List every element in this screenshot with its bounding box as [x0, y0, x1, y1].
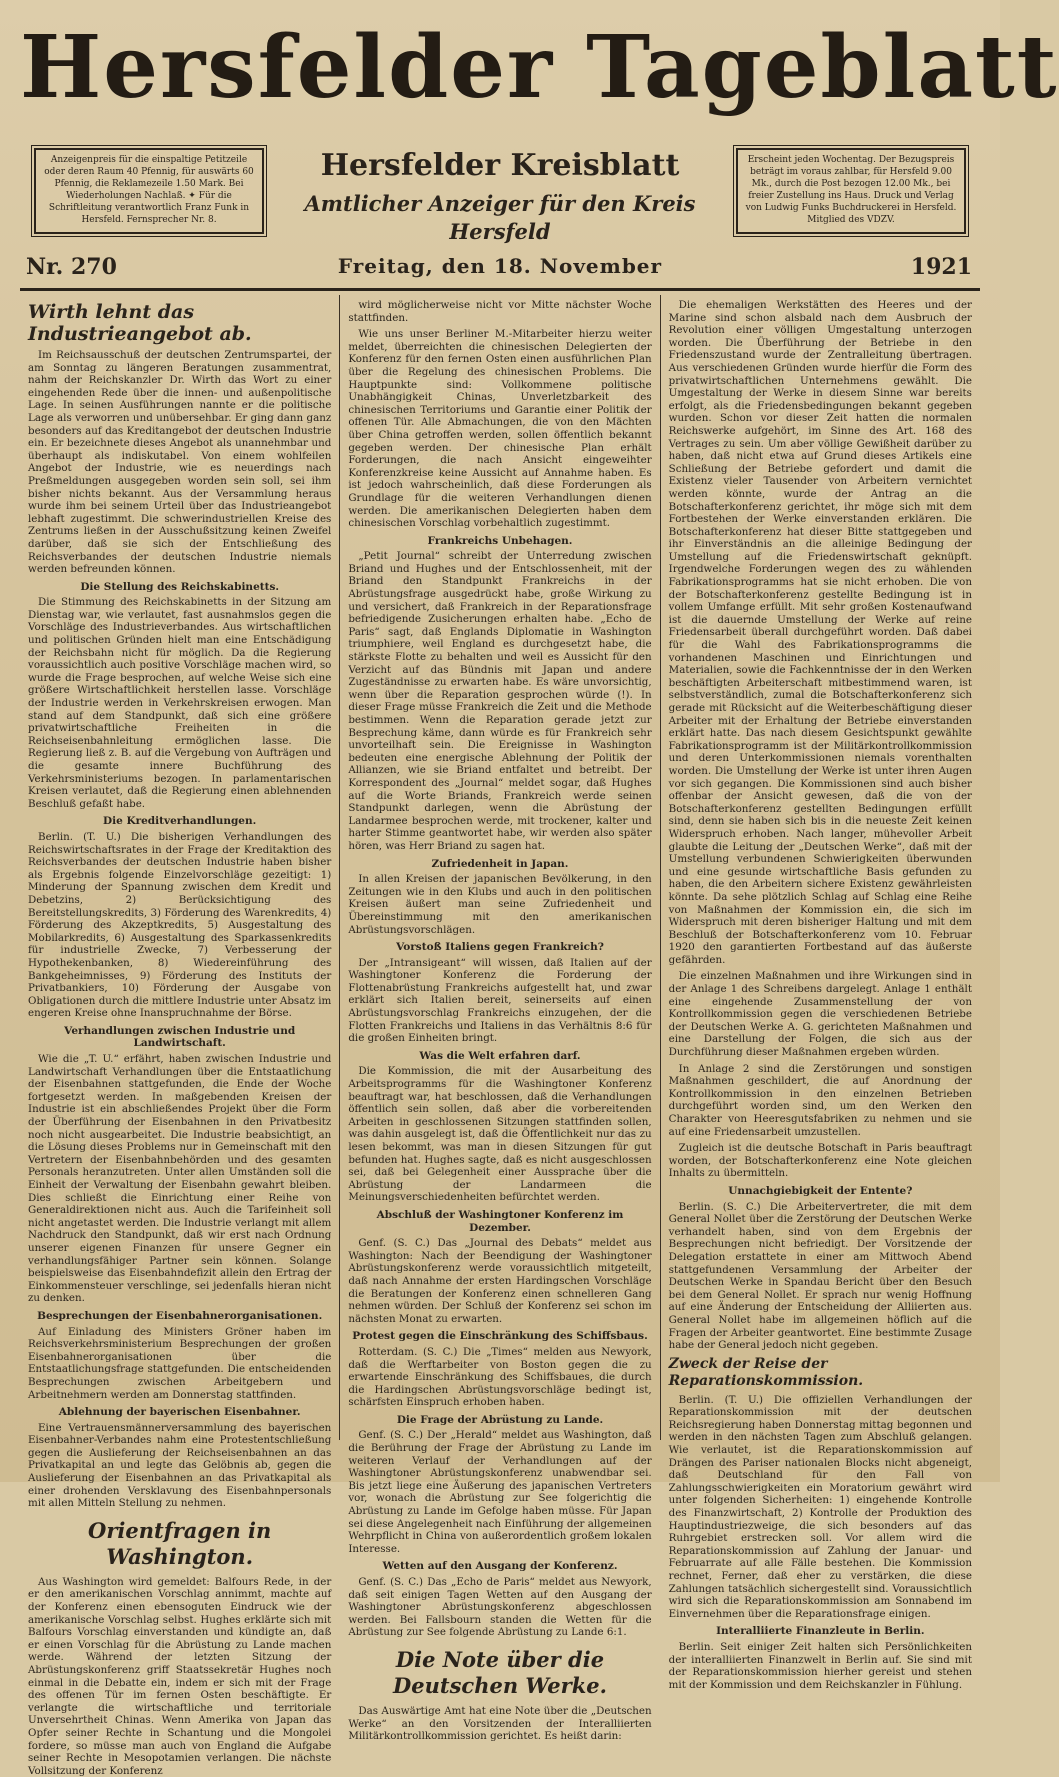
- paragraph: Genf. (S. C.) Der „Herald“ meldet aus Washington, daß die Berührung der Frage der Abrüstung zu Lande im weiteren Verlauf der Verhandlungen auf der Washingtoner Abrüstungskonferenz unabwendbar sei. Bis jetzt liege eine Äußerung des japanischen Vertreters vor, wonach die Abrüstung zur See folgerichtig die Abrüstung zu Lande im Gefolge haben müsse. Für Japan sei diese Angelegenheit nach Einführung der allgemeinen Wehrpflicht in China von außerordentlich großem lokalen Interesse.: [348, 1429, 652, 1555]
- paragraph: Die Kommission, die mit der Ausarbeitung des Arbeitsprogramms für die Washingtoner Konferenz beauftragt war, hat beschlossen, daß die Verhandlungen öffentlich sein sollen, daß aber die vorbereitenden Arbeiten in geschlossenen Sitzungen stattfinden sollen, was dahin ausgelegt ist, daß die Öffentlichkeit nur das zu lesen bekommt, was man in diesen Sitzungen für gut befunden hat. Hughes sagte, daß es nicht ausgeschlossen sei, daß bei Gelegenheit einer Aussprache über die Abrüstung der Landarmeen die Meinungsverschiedenheiten befürchtet werden.: [348, 1065, 652, 1204]
- subscription-info-box: Erscheint jeden Wochentag. Der Bezugspreis beträgt im voraus zahlbar, für Hersfeld 9.00 Mk., durch die Post bezogen 12.00 Mk., bei freier Zustellung ins Haus. Druck und Verlag von Ludwig Funks Buchdruckerei in Hersfeld. Mitglied des VDZV.: [736, 148, 966, 234]
- headline-orientfragen: Orientfragen in Washington.: [88, 1517, 272, 1569]
- paragraph: Berlin. (T. U.) Die offiziellen Verhandlungen der Reparationskommission mit der deutschen Reichsregierung haben Donnerstag mittag begonnen und werden in den nächsten Tagen zum Abschluß gelangen. Wie verlautet, ist die Reparationskommission auf Drängen des Pariser nationalen Blocks nicht abgeneigt, daß Deutschland für den Fall von Zahlungsschwierigkeiten ein Moratorium gewährt wird unter folgenden Sicherheiten: 1) eingehende Kontrolle des Finanzwirtschaft, 2) Kontrolle der Produktion des Hauptindustriezweige, die sich besonders auf das Ruhrgebiet erstrecken soll. Vor allem wird die Reparationskommission auf Zahlung der Januar- und Februarrate auf alle Fälle bestehen. Die Kommission rechnet, Ferner, daß eher zu verstärken, die diese Zahlungen tatsächlich sichergestellt sind. Voraussichtlich wird sich die Reparationskommission am Sonnabend im Einvernehmen über die Reparationsfrage einigen.: [668, 1393, 972, 1620]
- subheading: Verhandlungen zwischen Industrie und Landwirtschaft.: [64, 1024, 296, 1050]
- headline-deutsche-werke: Die Note über die Deutschen Werke.: [393, 1646, 607, 1698]
- paragraph: Die ehemaligen Werkstätten des Heeres und der Marine sind schon alsbald nach dem Ausbruch der Revolution einer völligen Umgestaltung unterzogen worden. Die Überführung der Betriebe in den Friedenszustand wurde der Zentralleitung übertragen. Aus verschiedenen Gründen wurde hierfür die Form des privatwirtschaftlichen Unternehmens gewählt. Die Umgestaltung der Werke in diesem Sinne war bereits erfolgt, als die Friedensbedingungen bekannt gegeben wurden. Schon vor dieser Zeit hatten die normalen Reichswerke aufgehört, im Sinne des Art. 168 des Vertrages zu sein. Um aber völlige Gewißheit darüber zu haben, daß nicht etwa auf Grund dieses Artikels eine Schließung der Betriebe gefordert und damit die Existenz vieler Tausender von Arbeitern vernichtet werden könnte, wurde der Antrag an die Botschafterkonferenz gerichtet, ihr möge sich mit dem Fortbestehen der Werke einverstanden erklären. Die Botschafterkonferenz hat dieser Bitte stattgegeben und ihr Einverständnis an die alleinige Bedingung der Umstellung auf die Friedenswirtschaft geknüpft. Irgendwelche Forderungen wegen des zu wählenden Fabrikationsprogramms hat sie nicht erhoben. Die von der Botschafterkonferenz gestellte Bedingung ist in vollem Umfange erfüllt. Mit sehr großen Kostenaufwand ist die dauernde Umstellung der Werke auf reine Friedensarbeit überall durchgeführt worden. Daß dabei für die Wahl des Fabrikationsprogramms die vorhandenen Maschinen und Einrichtungen und Materialien, sowie die Fachkenntnisse der in den Werken beschäftigten Arbeiterschaft mitbestimmend waren, ist selbstverständlich, zumal die Botschafterkonferenz sich gerade mit Rücksicht auf die Weiterbeschäftigung dieser Arbeiter mit der Erhaltung der Betriebe einverstanden erklärt hatte. Das nach diesem Gesichtspunkt gewählte Fabrikationsprogramm ist der Militärkontrollkommission und deren Unterkommissionen niemals vorenthalten worden. Die Umstellung der Werke ist unter ihren Augen vor sich gegangen. Die Kommissionen sind auch bisher offenbar der Ansicht gewesen, daß die von der Botschafterkonferenz gestellten Bedingungen erfüllt sind, denn sie haben sich bis in die neueste Zeit keinen Widerspruch erhoben. Nach langer, mühevoller Arbeit glaubte die Leitung der „Deutschen Werke“, daß mit der Umstellung verbundenen Schwierigkeiten überwunden und eine gesunde wirtschaftliche Basis gefunden zu haben, die den Arbeitern sichere Existenz gewährleisten könnte. Da sehe plötzlich Schlag auf Schlag eine Reihe von Maßnahmen der Kommission ein, die sich im Widerspruch mit deren bisheriger Haltung und mit dem Beschluß der Botschafterkonferenz vom 10. Februar 1920 den garantierten Fortbestand auf das äußerste gefährden.: [668, 299, 972, 966]
- subheading: Zufriedenheit in Japan.: [431, 857, 569, 870]
- issue-year: 1921: [910, 254, 972, 280]
- paragraph: Die einzelnen Maßnahmen und ihre Wirkungen sind in der Anlage 1 des Schreibens dargelegt. Anlage 1 enthält eine eingehende Zusammenstellung der von Kontrollkommission gegen die verschiedenen Betriebe der Deutschen Werke A. G. gerichteten Maßnahmen und eine Darstellung der Folgen, die sich aus der Durchführung dieser Maßnahmen ergeben würden.: [668, 970, 972, 1059]
- column-2: [339, 295, 659, 1743]
- paragraph: Wie uns unser Berliner M.-Mitarbeiter hierzu weiter meldet, überreichten die chinesischen Delegierten der Konferenz für den fernen Osten einen ausführlichen Plan über die Regelung des chinesischen Problems. Die Hauptpunkte sind: Vollkommene politische Unabhängigkeit Chinas, Unverletzbarkeit des chinesischen Territoriums und Garantie einer Politik der offenen Tür. Alle Abmachungen, die von den Mächten über China getroffen werden, sollen öffentlich bekannt gegeben werden. Der chinesische Plan erhält Forderungen, die nach Ansicht eingeweihter Konferenzkreise keine Aussicht auf Annahme haben. Es ist jedoch wahrscheinlich, daß diese Forderungen als Grundlage für die weiteren Verhandlungen dienen werden. Die amerikanischen Delegierten haben dem chinesischen Vorschlag vorbehaltlich zugestimmt.: [348, 328, 652, 530]
- paragraph: Genf. (S. C.) Das „Echo de Paris“ meldet aus Newyork, daß seit einigen Tagen Wetten auf den Ausgang der Washingtoner Abrüstungskonferenz abgeschlossen werden. Bei Fallsbourn standen die Wetten für die Abrüstung zur See folgende Abrüstung zu Lande 6:1.: [348, 1576, 652, 1639]
- paragraph: Berlin. (S. C.) Die Arbeitervertreter, die mit dem General Nollet über die Zerstörung der Deutschen Werke verhandelt haben, sind von dem Ergebnis der Besprechungen nicht befriedigt. Der Vorsitzende der Delegation erstattete in einer am Mittwoch Abend stattgefundenen Versammlung der Arbeiter der Deutschen Werke in Spandau Bericht über den Besuch bei dem General Nollet. Er sprach nur wenig Hoffnung auf eine Änderung der Entscheidung der Alliierten aus. General Nollet habe im allgemeinen höflich auf die Fragen der Arbeiter geantwortet. Eine bestimmte Zusage habe der General jedoch nicht gegeben.: [668, 1200, 972, 1352]
- newspaper-tagline: Amtlicher Anzeiger für den Kreis Hersfeld: [304, 191, 696, 244]
- subheading: Frankreichs Unbehagen.: [427, 534, 573, 547]
- paragraph: Aus Washington wird gemeldet: Balfours Rede, in der er den amerikanischen Vorschlag annimmt, machte auf der Konferenz einen ebensoguten Eindruck wie der amerikanische Vorschlag selbst. Hughes erklärte sich mit Balfours Vorschlag einverstanden und kündigte an, daß er einen Vorschlag für die Abrüstung zu Lande machen werde. Während der letzten Sitzung der Abrüstungskonferenz griff Staatssekretär Hughes noch einmal in die Debatte ein, indem er sich mit der Frage des offenen Tür im fernen Osten beschäftigte. Er verlangte die wirtschaftliche und territoriale Unversehrtheit Chinas. Wenn Amerika von Japan das Opfer seiner Rechte in Schantung und die Mongolei fordere, so müsse man auch von England die Aufgabe seiner Rechte in Mesopotamien verlangen. Die nächste Vollsitzung der Konferenz: [28, 1575, 332, 1777]
- dateline: [20, 248, 980, 291]
- headline-wirth: Wirth lehnt das Industrieangebot ab.: [28, 301, 252, 345]
- column-1: [20, 295, 339, 1777]
- subheading: Ablehnung der bayerischen Eisenbahner.: [58, 1406, 301, 1419]
- paragraph: Wie die „T. U.“ erfährt, haben zwischen Industrie und Landwirtschaft Verhandlungen über die Entstaatlichung der Eisenbahnen stattgefunden, die Ende der Woche fortgesetzt werden. In maßgebenden Kreisen der Industrie ist ein abschließendes Projekt über die Form der Überführung der Eisenbahnen in den Privatbesitz noch nicht ausgearbeitet. Die Industrie beabsichtigt, an die Lösung dieses Problems nur in Gemeinschaft mit den Vertretern der Eisenbahnbehörden und des gesamten Personals heranzutreten. Unter allen Umständen soll die Einheit der Verwaltung der Eisenbahn gewahrt bleiben. Dies schließt die Einrichtung einer Reihe von Generaldirektionen nicht aus. Auch die Tarifeinheit soll nicht angetastet werden. Die Industrie verlangt mit allem Nachdruck den Standpunkt, daß wir erst nach Ordnung unserer eigenen Finanzen für unsere Gegner ein verhandlungsfähiger Partner sein können. Solange beispielsweise das Eisenbahndefizit allein den Ertrag der Einkommensteuer verschlinge, sei jedenfalls hieran nicht zu denken.: [28, 1053, 332, 1305]
- subheading: Besprechungen der Eisenbahnerorganisationen.: [37, 1309, 323, 1322]
- paragraph: Auf Einladung des Ministers Gröner haben im Reichsverkehrsministerium Besprechungen der großen Eisenbahnerorganisationen über die Entstaatlichungsfrage stattgefunden. Die entscheidenden Besprechungen zwischen Arbeitgebern und Arbeitnehmern werden am Donnerstag stattfinden.: [28, 1325, 332, 1401]
- subheading: Was die Welt erfahren darf.: [419, 1049, 581, 1062]
- paragraph: Zugleich ist die deutsche Botschaft in Paris beauftragt worden, der Botschafterkonferenz eine Note gleichen Inhalts zu übermitteln.: [668, 1142, 972, 1180]
- paragraph: Der „Intransigeant“ will wissen, daß Italien auf der Washingtoner Konferenz die Forderung der Flottenabrüstung Frankreichs aufgestellt hat, und zwar erklärt sich Italien bereit, seinerseits auf einen Abrüstungsvorschlag Frankreichs einzugehen, der die Flotten Frankreichs und Italiens in das Verhältnis 8:6 für die großen Einheiten bringt.: [348, 956, 652, 1045]
- subhead-row: [20, 148, 980, 248]
- subheading: Unnachgiebigkeit der Entente?: [728, 1184, 913, 1197]
- paragraph: In allen Kreisen der japanischen Bevölkerung, in den Zeitungen wie in den Klubs und auch in den politischen Kreisen äußert man seine Zufriedenheit und Übereinstimmung mit den amerikanischen Abrüstungsvorschlägen.: [348, 873, 652, 936]
- column-3: [660, 295, 980, 1691]
- article-columns: [20, 295, 980, 1777]
- subheading: Die Kreditverhandlungen.: [103, 815, 257, 828]
- paragraph: Das Auswärtige Amt hat eine Note über die „Deutschen Werke“ an den Vorsitzenden der Interalliierten Militärkontrollkommission gerichtet. Es heißt darin:: [348, 1704, 652, 1743]
- paragraph: Rotterdam. (S. C.) Die „Times“ melden aus Newyork, daß die Werftarbeiter von Boston gegen die zu erwartende Einschränkung des Schiffsbaues, die durch die Hardingschen Abrüstungsvorschläge bedingt ist, schärfsten Einspruch erhoben haben.: [348, 1345, 652, 1409]
- subheading: Wetten auf den Ausgang der Konferenz.: [382, 1560, 618, 1573]
- advertising-info-box: Anzeigenpreis für die einspaltige Petitzeile oder deren Raum 40 Pfennig, für auswärts 60 Pfennig, die Reklamezeile 1.50 Mark. Bei Wiederholungen Nachlaß. ✦ Für die Schriftleitung verantwortlich Franz Funk in Hersfeld. Fernsprecher Nr. 8.: [34, 148, 264, 234]
- paragraph: Die Stimmung des Reichskabinetts in der Sitzung am Dienstag war, wie verlautet, fast ausnahmslos gegen die Vorschläge des Industrieverbandes. Aus wirtschaftlichen und politischen Gründen hielt man eine Entschädigung der Reichsbahn nicht für möglich. Da die Regierung voraussichtlich auch positive Vorschläge machen wird, so wurde die Frage besprochen, auf welche Weise sich eine größere Wirtschaftlichkeit herstellen lasse. Vorschläge der Industrie werden in Verkehrskreisen erwogen. Man stand auf dem Standpunkt, daß sich eine größere privatwirtschaftliche Freiheiten in die Reichseisenbahnleitung ermöglichen lasse. Die Regierung ließ z. B. auf die Vergebung von Aufträgen und die gesamte innere Buchführung des Verkehrsministeriums bezogen. In parlamentarischen Kreisen verlautet, daß die Regierung einen ablehnenden Beschluß gefaßt habe.: [28, 596, 332, 810]
- newspaper-title: Hersfelder Tageblatt: [20, 17, 1059, 118]
- issue-number: Nr. 270: [26, 254, 117, 280]
- newspaper-subtitle: Hersfelder Kreisblatt: [320, 148, 680, 183]
- subheading: Interalliierte Finanzleute in Berlin.: [716, 1625, 925, 1638]
- subheading: Abschluß der Washingtoner Konferenz im Dezember.: [376, 1208, 624, 1234]
- subheading: Vorstoß Italiens gegen Frankreich?: [396, 941, 604, 954]
- paragraph: Eine Vertrauensmännerversammlung des bayerischen Eisenbahner-Verbandes nahm eine Protestentschließung gegen die Auslieferung der Reichseisenbahnen an das Privatkapital an und legte das Gelöbnis ab, gegen die Auslieferung der Eisenbahnen an das Privatkapital als einer drohenden Versklavung des Eisenbahnpersonals mit allen Mitteln Stellung zu nehmen.: [28, 1421, 332, 1510]
- subheading: Die Stellung des Reichskabinetts.: [80, 580, 280, 593]
- paragraph: In Anlage 2 sind die Zerstörungen und sonstigen Maßnahmen geschildert, die auf Anordnung der Kontrollkommission in den einzelnen Betrieben durchgeführt worden sind, um den Werken den Charakter von Heeresgutsfabriken zu nehmen und sie auf eine Friedensarbeit umzustellen.: [668, 1062, 972, 1138]
- subheading: Die Frage der Abrüstung zu Lande.: [396, 1413, 604, 1426]
- paragraph: Genf. (S. C.) Das „Journal des Debats“ meldet aus Washington: Nach der Beendigung der Washingtoner Abrüstungskonferenz werde voraussichtlich mitgeteilt, daß nach Annahme der ersten Hardingschen Vorschläge die Beratungen der Konferenz einen schnelleren Gang nehmen würden. Der Schluß der Konferenz sei schon im nächsten Monat zu erwarten.: [348, 1237, 652, 1325]
- paragraph: Berlin. Seit einiger Zeit halten sich Persönlichkeiten der interalliierten Finanzwelt in Berlin auf. Sie sind mit der Reparationskommission hierher gereist und stehen mit der Kommission und dem Reichskanzler in Fühlung.: [668, 1640, 972, 1691]
- headline-reparationskommission: Zweck der Reise der Reparationskommission.: [668, 1355, 864, 1389]
- issue-date: Freitag, den 18. November: [337, 254, 663, 278]
- paragraph: Im Reichsausschuß der deutschen Zentrumspartei, der am Sonntag zu längeren Beratungen zusammentrat, nahm der Reichskanzler Dr. Wirth das Wort zu einer eingehenden Rede über die innen- und außenpolitische Lage. In seinen Ausführungen nannte er die politische Lage als verworren und unübersehbar. Er ging dann ganz besonders auf das Kreditangebot der deutschen Industrie ein. Er bezeichnete dieses Angebot als unannehmbar und überhaupt als indiskutabel. Von einem wohlfeilen Angebot der Industrie, wie es neuerdings nach Preßmeldungen ausgegeben worden sein soll, sei ihm bisher nichts bekannt. Aus der Versammlung heraus wurde ihm bei seinem Urteil über das Industrieangebot lebhaft zugestimmt. Die schwerindustriellen Kreise des Zentrums ließen in der Ausschußsitzung keinen Zweifel darüber, daß sie sich der Entschließung des Reichsverbandes der deutschen Industrie niemals werden befreunden können.: [28, 349, 332, 576]
- subheading: Protest gegen die Einschränkung des Schiffsbaus.: [352, 1330, 648, 1343]
- paragraph: „Petit Journal“ schreibt der Unterredung zwischen Briand und Hughes und der Entschlossenheit, mit der Briand den Standpunkt Frankreichs in der Abrüstungsfrage ausgedrückt habe, große Wirkung zu und versichert, daß Frankreich in der Reparationsfrage befriedigende Zusicherungen erhalten habe. „Echo de Paris“ sagt, daß Englands Diplomatie in Washington triumphiere, weil England es durchgesetzt habe, die stärkste Flotte zu behalten und weil es Aussicht für den Verzicht auf das Bündnis mit Japan und andere Zugeständnisse zu erwarten habe. Es wäre unvorsichtig, wenn über die Reparation gesprochen würde (!). In dieser Frage müsse Frankreich die Zeit und die Methode bestimmen. Wenn die Reparation gerade jetzt zur Besprechung käme, dann würde es für Frankreich sehr unvorteilhaft sein. Die Ereignisse in Washington bedeuten eine energische Ablehnung der Politik der Allianzen, wie sie Briand entfaltet und betreibt. Der Korrespondent des „Journal“ meldet sogar, daß Hughes auf die Worte Briands, Frankreich werde seinen Standpunkt darlegen, wenn die Abrüstung der Landarmee besprochen werde, mit trockener, kalter und harter Stimme geantwortet habe, wir werden also später hören, was Herr Briand zu sagen hat.: [348, 550, 652, 852]
- paragraph: Berlin. (T. U.) Die bisherigen Verhandlungen des Reichswirtschaftsrates in der Frage der Kreditaktion des Reichsverbandes der deutschen Industrie haben bisher als Ergebnis folgende Einzelvorschläge gezeitigt: 1) Minderung der Spannung zwischen dem Kredit und Debetzins, 2) Berücksichtigung des Bereitstellungskredits, 3) Förderung des Warenkredits, 4) Förderung des Akzeptkredits, 5) Ausgestaltung des Mobilarkredits, 6) Ausgestaltung des Sparkassenkredits für industrielle Zwecke, 7) Verbesserung der Hypothekenbanken, 8) Wiedereinführung des Bankgeheimnisses, 9) Förderung des Instituts der Privatbankiers, 10) Förderung der Ausgabe von Obligationen durch die mittlere Industrie unter Absatz im engeren Kreise ohne Inanspruchnahme der Börse.: [28, 830, 332, 1020]
- paragraph: wird möglicherweise nicht vor Mitte nächster Woche stattfinden.: [348, 299, 652, 324]
